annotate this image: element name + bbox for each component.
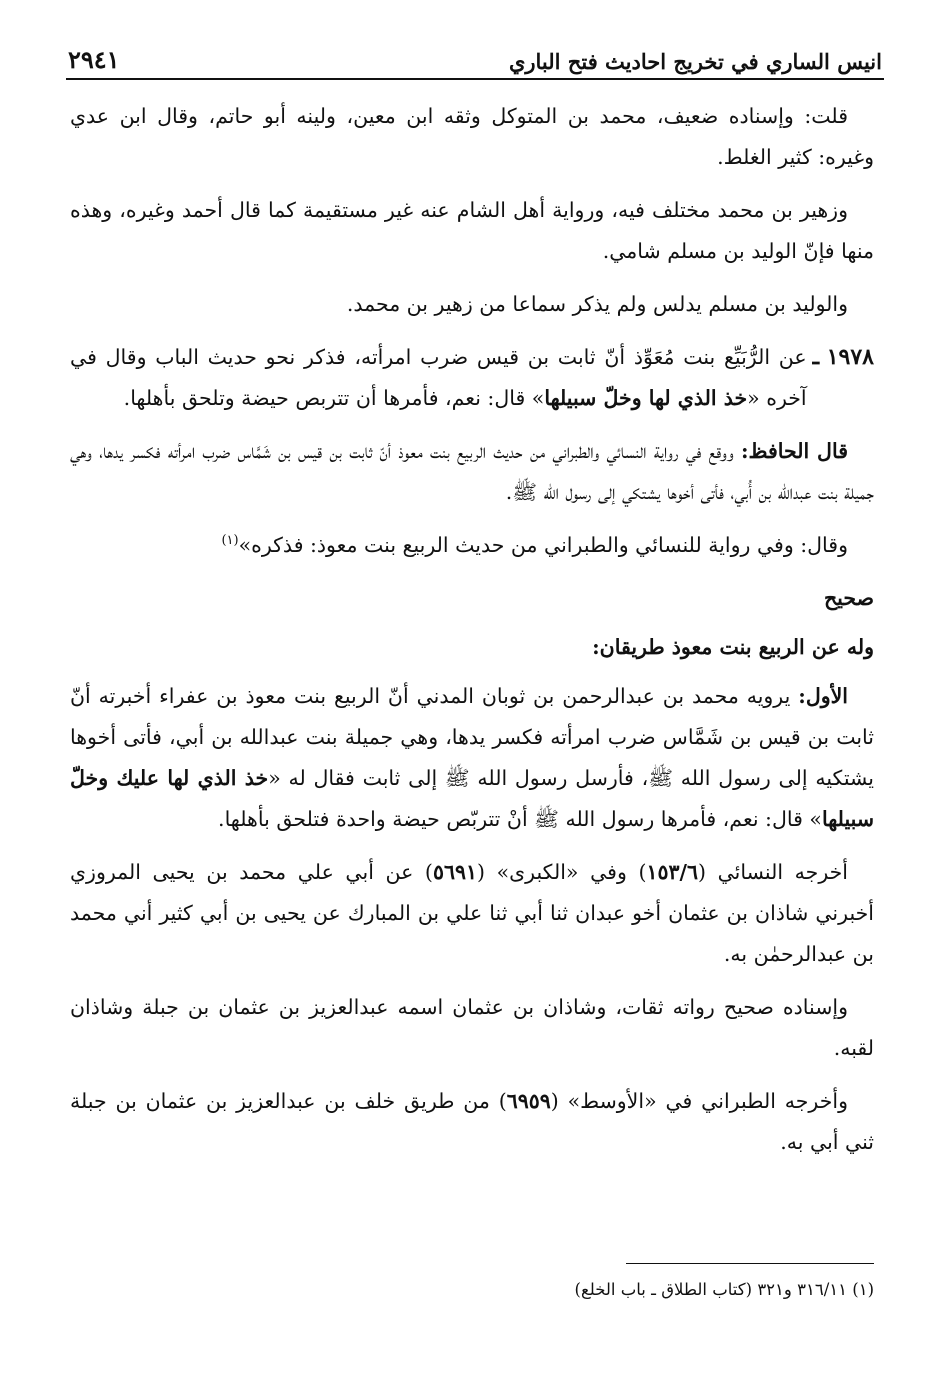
paragraph: وزهير بن محمد مختلف فيه، ورواية أهل الشام عنه غير مستقيمة كما قال أحمد وغيره، وهذه منها فإنّ الوليد بن مسلم شامي. (70, 198, 874, 263)
grading-heading: صحيح (823, 586, 874, 610)
footnote-marker: (١) (221, 533, 239, 549)
nasai-ref-1: ١٥٣/٦ (646, 860, 698, 884)
awwal-paragraph (70, 676, 874, 840)
awwal-quote: خذ الذي لها عليك وخلّ سبيلها (70, 766, 874, 831)
tabarani-ref: ٦٩٥٩ (506, 1089, 551, 1113)
nasai-text-c: ) عن أبي علي محمد بن يحيى المروزي أخبرني شاذان بن عثمان أخو عبدان ثنا أبي ثنا علي بن المبارك عن يحيى بن أبي كثير أني محمد بن عبدالرحمٰن به. (70, 860, 874, 966)
footnote: (١) ٣١٦/١١ و٣٢١ (كتاب الطلاق ـ باب الخلع) (574, 1280, 874, 1299)
footnote-rule (626, 1263, 874, 1264)
hafiz-paragraph (70, 431, 874, 513)
awwal-text-a: يرويه محمد بن عبدالرحمن بن ثوبان المدني أنّ الربيع بنت معوذ بن عفراء أخبرته أنّ ثابت بن قيس بن شَمَّاس ضرب امرأته فكسر يدها، وهي جميلة بنت عبدالله بن أبي، فأتى أخوها يشتكيه إلى رسول الله ﷺ، فأرسل رسول الله ﷺ إلى ثابت فقال له « (70, 684, 875, 790)
nasai-text-a: أخرجه النسائي ( (698, 860, 848, 884)
tabarani-paragraph (70, 1081, 874, 1163)
awwal-text-b: » قال: نعم، فأمرها رسول الله ﷺ أنْ تتربّص حيضة واحدة فتلحق بأهلها. (218, 807, 822, 831)
page-number: ٢٩٤١ (68, 45, 120, 74)
paragraph: قلت: وإسناده ضعيف، محمد بن المتوكل وثقه ابن معين، ولينه أبو حاتم، وقال ابن عدي وغيره: كثير الغلط. (70, 104, 874, 169)
nasai-text-m: ) وفي «الكبرى» ( (476, 860, 647, 884)
qala-paragraph (70, 525, 874, 566)
header-rule (66, 78, 884, 80)
hafiz-text: ووقع في رواية النسائي والطبراني من حديث الربيع بنت معوذ أنّ ثابت بن قيس بن شَمَّاس ضرب امرأته فكسر يدها، وهي جميلة بنت عبدالله بن أُبي، فأتى أخوها يشتكي إلى رسول الله ﷺ. (70, 439, 874, 504)
hadith-text-a: عن الرُّبَيِّع بنت مُعَوِّذ أنّ ثابت بن قيس ضرب امرأته، فذكر نحو حديث الباب وقال في آخره « (70, 345, 807, 410)
nasai-paragraph (70, 852, 874, 975)
running-title: انيس الساري في تخريج احاديث فتح الباري (508, 49, 882, 74)
qala-text: وقال: وفي رواية للنسائي والطبراني من حديث الربيع بنت معوذ: فذكره» (238, 533, 848, 557)
tabarani-text-c: ) من طريق خلف بن عبدالعزيز بن عثمان بن جبلة ثني أبي به. (70, 1089, 874, 1154)
turuq-heading: وله عن الربيع بنت معوذ طريقان: (592, 635, 874, 659)
hafiz-label: قال الحافظ: (740, 439, 848, 463)
paragraph: والوليد بن مسلم يدلس ولم يذكر سماعا من زهير بن محمد. (346, 292, 848, 316)
main-text (70, 96, 874, 1175)
hadith-quote: خذ الذي لها وخلّ سبيلها (544, 386, 748, 410)
nasai-ref-2: ٥٦٩١ (432, 860, 477, 884)
tabarani-text-a: وأخرجه الطبراني في «الأوسط» ( (550, 1089, 848, 1113)
hadith-entry (70, 337, 874, 419)
isnad-paragraph: وإسناده صحيح رواته ثقات، وشاذان بن عثمان اسمه عبدالعزيز بن عثمان بن جبلة وشاذان لقبه. (70, 995, 874, 1060)
hadith-text-b: » قال: نعم، فأمرها أن تتربص حيضة وتلحق بأهلها. (123, 386, 545, 410)
hadith-number: ١٩٧٨ ـ (812, 344, 874, 370)
awwal-label: الأول: (798, 684, 848, 708)
page-header (68, 34, 882, 74)
hadith-text (70, 337, 807, 419)
